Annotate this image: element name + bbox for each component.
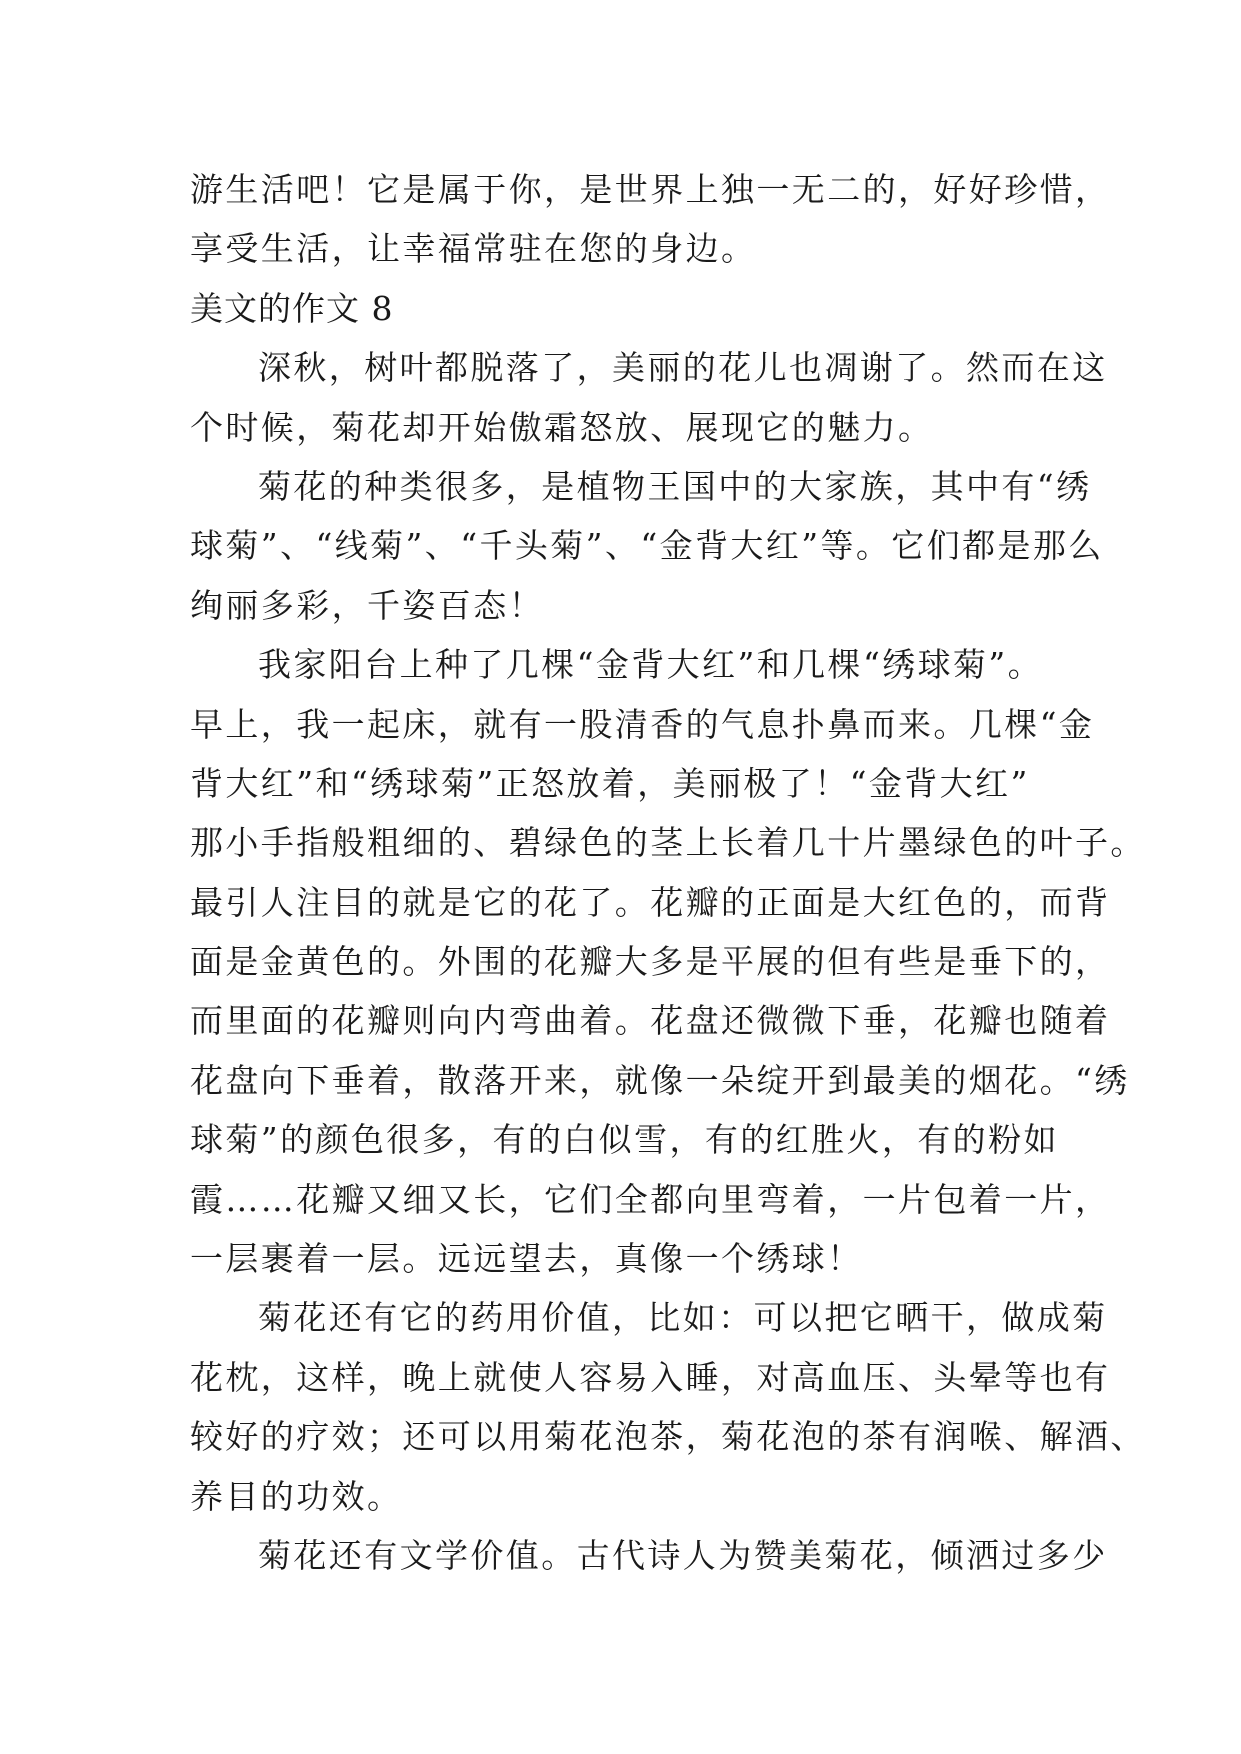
text-line: 最引人注目的就是它的花了。花瓣的正面是大红色的，而背 <box>190 882 1111 922</box>
text-line: 球菊”、“线菊”、“千头菊”、“金背大红”等。它们都是那么 <box>190 526 1104 566</box>
text-line: 球菊”的颜色很多，有的白似雪，有的红胜火，有的粉如 <box>190 1120 1059 1160</box>
text-line: 面是金黄色的。外围的花瓣大多是平展的但有些是垂下的， <box>190 942 1111 982</box>
text-line: 背大红”和“绣球菊”正怒放着，美丽极了！“金背大红” <box>190 763 1030 803</box>
text-line: 享受生活，让幸福常驻在您的身边。 <box>190 229 757 269</box>
text-line: 早上，我一起床，就有一股清香的气息扑鼻而来。几棵“金 <box>190 704 1095 744</box>
text-line: 霞……花瓣又细又长，它们全都向里弯着，一片包着一片， <box>190 1179 1111 1219</box>
text-line: 而里面的花瓣则向内弯曲着。花盘还微微下垂，花瓣也随着 <box>190 1001 1111 1041</box>
text-line: 游生活吧！它是属于你，是世界上独一无二的，好好珍惜， <box>190 170 1111 209</box>
text-line: 花盘向下垂着，散落开来，就像一朵绽开到最美的烟花。“绣 <box>190 1060 1130 1100</box>
paragraph-first-line: 菊花还有文学价值。古代诗人为赞美菊花，倾洒过多少 <box>258 1535 1108 1575</box>
essay-body <box>190 160 1146 1585</box>
section-heading: 美文的作文 8 <box>190 288 394 328</box>
text-line: 个时候，菊花却开始傲霜怒放、展现它的魅力。 <box>190 407 934 447</box>
text-line: 绚丽多彩，千姿百态！ <box>190 585 544 625</box>
text-line: 那小手指般粗细的、碧绿色的茎上长着几十片墨绿色的叶子。 <box>190 823 1146 863</box>
text-line: 花枕，这样，晚上就使人容易入睡，对高血压、头晕等也有 <box>190 1357 1111 1397</box>
paragraph-first-line: 菊花还有它的药用价值，比如：可以把它晒干，做成菊 <box>258 1298 1108 1338</box>
text-line: 较好的疗效；还可以用菊花泡茶，菊花泡的茶有润喉、解酒、 <box>190 1417 1146 1457</box>
paragraph-first-line: 菊花的种类很多，是植物王国中的大家族，其中有“绣 <box>258 466 1092 506</box>
paragraph-first-line: 我家阳台上种了几棵“金背大红”和几棵“绣球菊”。 <box>258 645 1044 685</box>
text-line: 一层裹着一层。远远望去，真像一个绣球！ <box>190 1239 863 1279</box>
paragraph-first-line: 深秋，树叶都脱落了，美丽的花儿也凋谢了。然而在这 <box>258 348 1108 388</box>
text-line: 养目的功效。 <box>190 1476 403 1516</box>
